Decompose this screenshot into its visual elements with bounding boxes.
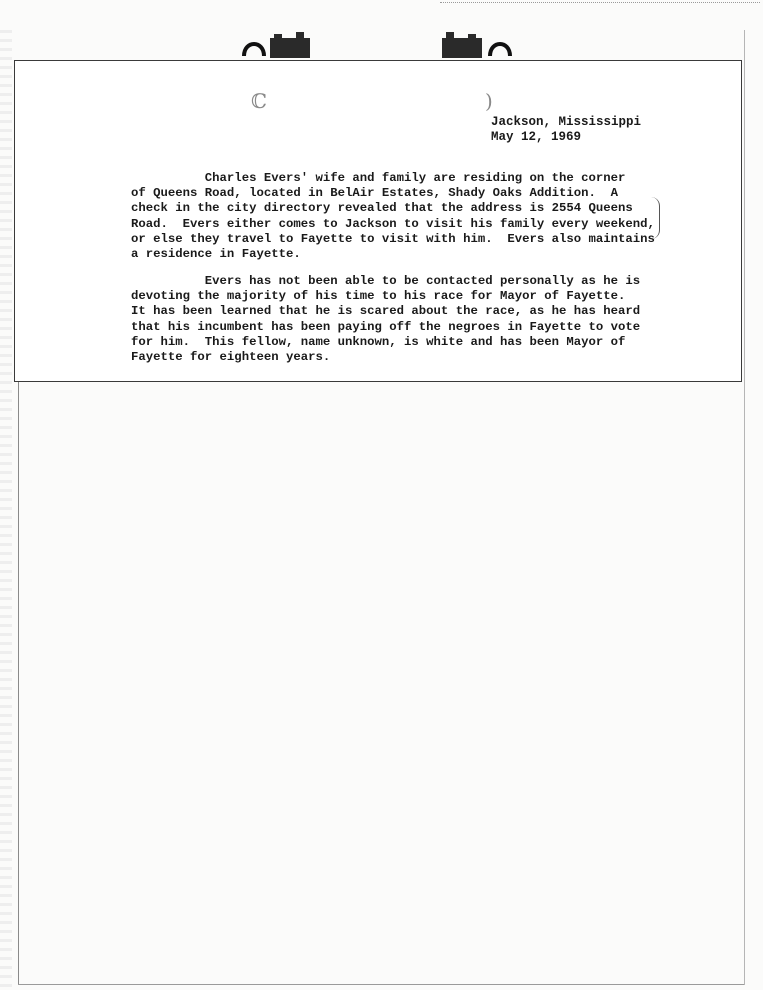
text-line: Road. Evers either comes to Jackson to visit his family every weekend, bbox=[131, 216, 655, 231]
dateline bbox=[491, 115, 641, 145]
binder-clip-right-icon bbox=[440, 32, 512, 58]
paragraph-mayor-race bbox=[131, 274, 661, 365]
margin-bracket bbox=[651, 197, 660, 239]
text-line: Evers has not been able to be contacted personally as he is bbox=[131, 274, 641, 288]
page-border-bottom bbox=[18, 984, 744, 985]
text-line: devoting the majority of his time to his race for Mayor of Fayette. bbox=[131, 289, 626, 304]
page-edge-shadow bbox=[0, 30, 12, 990]
text-line: check in the city directory revealed that the address is 2554 Queens bbox=[131, 201, 633, 216]
page-border-right bbox=[744, 30, 745, 985]
page-border-left bbox=[18, 380, 19, 985]
punch-mark-right-icon: ) bbox=[485, 89, 493, 113]
text-line: Fayette for eighteen years. bbox=[131, 350, 331, 365]
text-line: Charles Evers' wife and family are residing on the corner bbox=[131, 171, 626, 185]
punch-mark-left-icon: ℂ bbox=[251, 89, 267, 113]
dateline-date: May 12, 1969 bbox=[491, 130, 582, 144]
perforation-edge bbox=[440, 2, 760, 3]
text-line: or else they travel to Fayette to visit with him. Evers also maintains bbox=[131, 231, 655, 246]
paragraph-residence bbox=[131, 171, 661, 262]
text-line: for him. This fellow, name unknown, is white and has been Mayor of bbox=[131, 334, 626, 349]
binder-clip-left-icon bbox=[240, 32, 312, 58]
dateline-place: Jackson, Mississippi bbox=[491, 115, 642, 129]
text-line: of Queens Road, located in BelAir Estates, Shady Oaks Addition. A bbox=[131, 186, 619, 201]
memo-panel bbox=[14, 60, 742, 382]
text-line: It has been learned that he is scared about the race, as he has heard bbox=[131, 304, 641, 319]
text-line: that his incumbent has been paying off the negroes in Fayette to vote bbox=[131, 319, 641, 334]
text-line: a residence in Fayette. bbox=[131, 247, 301, 262]
